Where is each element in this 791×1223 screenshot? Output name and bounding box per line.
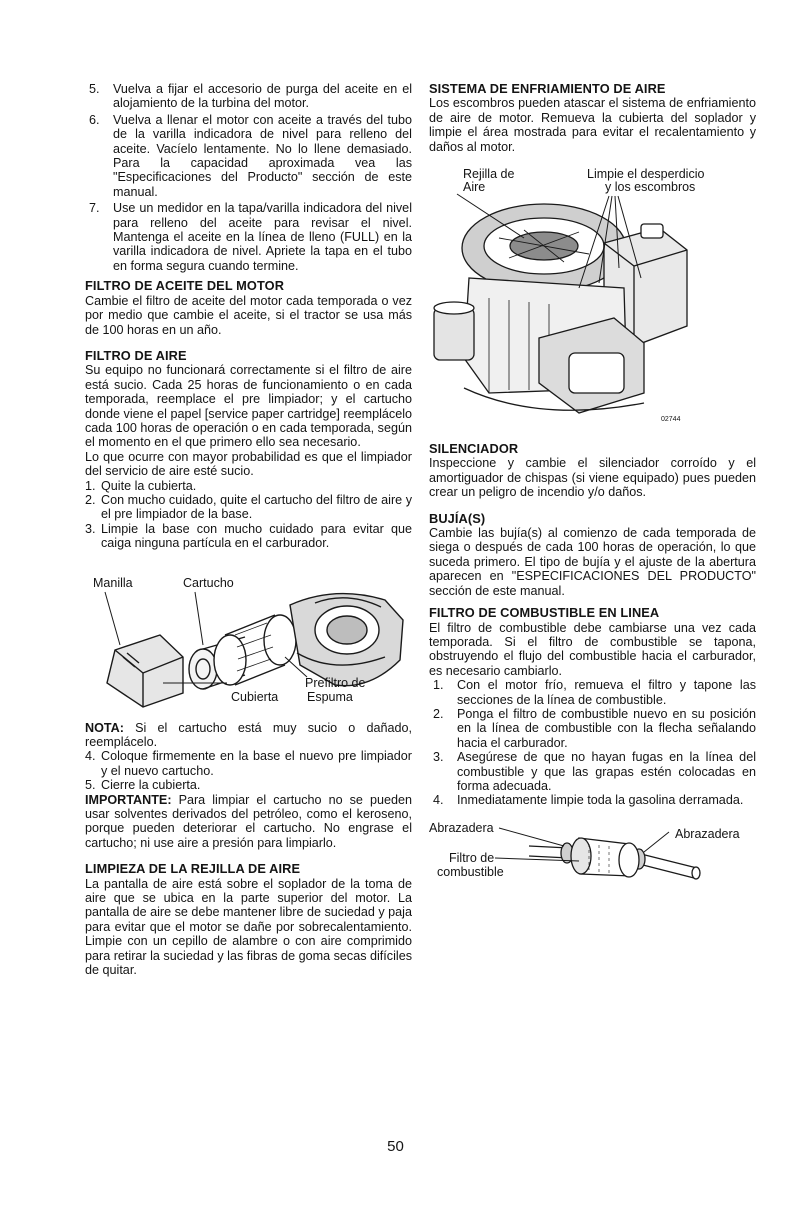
step-text: Use un medidor en la tapa/varilla indicadora del nivel para relleno del aceite para revisar el nivel. Mantenga el aceite en la línea de lleno (FULL) en la varilla indicadora de nivel. Apriete la tapa en el tubo en forma segura cuando termine. (113, 201, 412, 273)
label-manilla: Manilla (93, 575, 133, 590)
note-paragraph (85, 721, 412, 750)
label-aire: Aire (463, 180, 486, 195)
important-label: IMPORTANTE: (85, 792, 172, 807)
list-item (85, 479, 412, 493)
list-item (85, 113, 412, 199)
figure-code: 02744 (661, 416, 681, 424)
oil-filter-section (85, 279, 412, 337)
air-filter-figure (85, 565, 412, 715)
label-espuma: Espuma (307, 689, 353, 704)
label-cubierta: Cubierta (231, 689, 279, 704)
screen-cleaning-section (85, 862, 412, 977)
paragraph: Cambie las bujía(s) al comienzo de cada temporada de siega o después de cada 100 horas de operación, lo que suceda primero. El tipo de bujía y el ajuste de la abertura aparecen en "ESPECIFICACIONES DEL PRODUCTO" sección de este manual. (429, 526, 756, 598)
step-text: Inmediatamente limpie toda la gasolina derramada. (457, 793, 744, 808)
page-number: 50 (387, 1138, 404, 1155)
step-number: 3. (85, 521, 96, 536)
list-item (85, 522, 412, 551)
label-filtro: Filtro de (449, 850, 495, 865)
left-column (85, 82, 412, 978)
paragraph: El filtro de combustible debe cambiarse una vez cada temporada. Si el filtro de combustible se tapona, obstruyendo el flujo del combustible hacia el carburador, es necesario cambiarlo. (429, 620, 756, 678)
section-heading: FILTRO DE AIRE (85, 347, 187, 363)
label-abrazadera-left: Abrazadera (429, 820, 494, 835)
air-filter-steps-list (85, 479, 412, 551)
step-number: 7. (89, 201, 100, 216)
list-item (429, 750, 756, 793)
note-label: NOTA: (85, 720, 124, 735)
list-item (429, 678, 756, 707)
list-item (85, 749, 412, 778)
step-text: Quite la cubierta. (101, 478, 197, 493)
step-number: 1. (433, 678, 444, 693)
step-number: 5. (89, 82, 100, 96)
step-number: 1. (85, 478, 96, 493)
section-heading: BUJÍA(S) (429, 510, 486, 526)
important-text: Para limpiar el cartucho no se pueden usar solventes derivados del petróleo, como el keroseno, porque pueden deteriorar el cartucho. No engrase el cartucho; ni use aire a presión para limpiarlo. (85, 792, 413, 850)
section-heading: LIMPIEZA DE LA REJILLA DE AIRE (85, 861, 301, 877)
fuel-filter-section (429, 606, 756, 888)
section-heading: SILENCIADOR (429, 441, 519, 457)
step-number: 2. (85, 492, 96, 507)
label-combustible: combustible (437, 864, 504, 879)
step-number: 4. (85, 749, 96, 764)
paragraph: Los escombros pueden atascar el sistema de enfriamiento de aire de motor. Remueva la cubierta del soplador y limpie el área mostrada para evitar el recalentamiento y daños al motor. (429, 96, 756, 154)
step-number: 5. (85, 778, 96, 793)
step-text: Con mucho cuidado, quite el cartucho del filtro de aire y el pre limpiador de la base. (101, 492, 412, 522)
label-prefiltro: Prefiltro de (305, 675, 366, 690)
step-text: Ponga el filtro de combustible nuevo en su posición en la línea de combustible con la flecha señalando hacia el carburador. (457, 706, 756, 750)
label-abrazadera-right: Abrazadera (675, 826, 740, 841)
step-text: Vuelva a llenar el motor con aceite a través del tubo de la varilla indicadora de nivel para relleno del aceite. Vacíelo lentamente. No lo llene demasiado. Para la capacidad aproximada vea las "Especificaciones del Producto" sección de este manual. (113, 112, 412, 199)
step-text: Limpie la base con mucho cuidado para evitar que caiga ninguna partícula en el carburador. (101, 521, 412, 551)
list-item (429, 707, 756, 750)
muffler-section (429, 442, 756, 500)
step-number: 6. (89, 112, 100, 127)
spark-plugs-section (429, 512, 756, 598)
paragraph: Lo que ocurre con mayor probabilidad es que el limpiador del servicio de aire esté sucio. (85, 449, 412, 479)
paragraph: Inspeccione y cambie el silenciador corroído y el amortiguador de chispas (si viene equipado) pues pueden crear un peligro de incendio y/o daños. (429, 456, 756, 500)
air-filter-section (85, 349, 412, 850)
label-escombros: y los escombros (605, 180, 696, 195)
section-heading: SISTEMA DE ENFRIAMIENTO DE AIRE (429, 81, 666, 96)
step-text: Con el motor frío, remueva el filtro y tapone las secciones de la línea de combustible. (457, 678, 756, 707)
paragraph: Cambie el filtro de aceite del motor cada temporada o vez por medio que cambie el aceite, si el tractor se usa más de 100 horas en un año. (85, 293, 412, 337)
list-item (85, 82, 412, 111)
paragraph: Su equipo no funcionará correctamente si el filtro de aire está sucio. Cada 25 horas de funcionamiento o en cada temporada, reemplace el pre limpiador; y el cartucho donde viene el papel [service paper cartridge] reemplácelo cada 100 horas de operación o en cada temporada, según el momento en el que primero ello sea necesario. (85, 363, 412, 450)
step-number: 2. (433, 706, 444, 721)
purge-steps-list (85, 82, 412, 273)
important-paragraph (85, 793, 412, 851)
step-text: Asegúrese de que no hayan fugas en la línea del combustible y que las grapas estén colocadas en forma adecuada. (457, 750, 756, 793)
engine-figure (429, 168, 756, 430)
fuel-filter-steps-list (429, 678, 756, 808)
label-limpie: Limpie el desperdicio (587, 167, 705, 182)
air-filter-steps-list-2 (85, 749, 412, 792)
step-text: Vuelva a fijar el accesorio de purga del aceite en el alojamiento de la turbina del motor. (113, 82, 412, 111)
paragraph: La pantalla de aire está sobre el soplador de la toma de aire que se ubica en la parte superior del motor. La pantalla de aire se debe mantener libre de suciedad y paja para evitar que el motor se dañe por sobrecalentamiento. Limpie con un cepillo de alambre o con aire comprimido para retirar la suciedad y las fibras de goma secas difíciles de quitar. (85, 876, 412, 978)
engine-illustration (429, 168, 756, 430)
list-item (85, 201, 412, 273)
step-text: Cierre la cubierta. (101, 778, 201, 793)
list-item (85, 778, 412, 792)
step-text: Coloque firmemente en la base el nuevo pre limpiador y el nuevo cartucho. (101, 749, 412, 778)
list-item (429, 793, 756, 807)
label-cartucho: Cartucho (183, 575, 234, 590)
step-number: 3. (433, 750, 444, 765)
fuel-filter-figure (429, 816, 756, 888)
list-item (85, 493, 412, 522)
note-text: Si el cartucho está muy sucio o dañado, reemplácelo. (85, 720, 412, 749)
section-heading: FILTRO DE ACEITE DEL MOTOR (85, 278, 285, 294)
section-heading: FILTRO DE COMBUSTIBLE EN LINEA (429, 605, 660, 621)
right-column (429, 82, 756, 894)
label-rejilla: Rejilla de (463, 167, 515, 182)
cooling-section (429, 82, 756, 430)
step-number: 4. (433, 793, 444, 808)
